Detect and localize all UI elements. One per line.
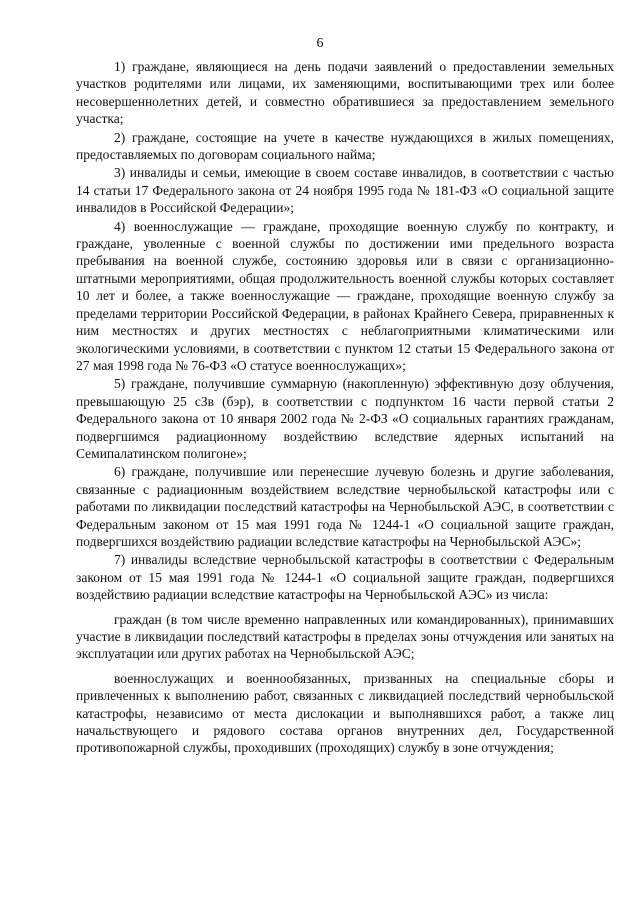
paragraph-item-2: 2) граждане, состоящие на учете в качестве нуждающихся в жилых помещениях, предоставляемых по договорам социального найма; <box>76 129 614 163</box>
paragraph-item-3: 3) инвалиды и семьи, имеющие в своем составе инвалидов, в соответствии с частью 14 статьи 17 Федерального закона от 24 ноября 1995 года № 181-ФЗ «О социальной защите инвалидов в Российской Федерации»; <box>76 165 614 216</box>
paragraph-item-4: 4) военнослужащие — граждане, проходящие военную службу по контракту, и граждане, уволенные с военной службы по достижении ими предельного возраста пребывания на военной службе, состоянию здоровья или в связи с организационно-штатными мероприятиями, общая продолжительность военной службы которых составляет 10 лет и более, а также военнослужащие — граждане, проходящие военную службу за пределами территории Российской Федерации, в районах Крайнего Севера, приравненных к ним местностях и других местностях с неблагоприятными климатическими или экологическими условиями, в соответствии с пунктом 12 статьи 15 Федерального закона от 27 мая 1998 года № 76-ФЗ «О статусе военнослужащих»; <box>76 218 614 373</box>
page-number: 6 <box>316 36 324 51</box>
paragraph-item-1: 1) граждане, являющиеся на день подачи заявлений о предоставлении земельных участков родителями или лицами, их заменяющими, воспитывающими трех или более несовершеннолетних детей, и совместно обратившиеся за предоставлением земельного участка; <box>76 59 614 127</box>
document-body <box>76 58 614 758</box>
paragraph-item-7: 7) инвалиды вследствие чернобыльской катастрофы в соответствии с Федеральным законом от 15 мая 1991 года № 1244-1 «О социальной защите граждан, подвергшихся воздействию радиации вследствие катастрофы на Чернобыльской АЭС» из числа: <box>76 552 614 603</box>
paragraph-item-6: 6) граждане, получившие или перенесшие лучевую болезнь и другие заболевания, связанные с радиационным воздействием вследствие чернобыльской катастрофы или с работами по ликвидации последствий катастрофы на Чернобыльской АЭС, в соответствии с Федеральным законом от 15 мая 1991 года № 1244-1 «О социальной защите граждан, подвергшихся воздействию радиации вследствие катастрофы на Чернобыльской АЭС»; <box>76 464 614 549</box>
paragraph-subitem-2: военнослужащих и военнообязанных, призванных на специальные сборы и привлеченных к выполнению работ, связанных с ликвидацией последствий чернобыльской катастрофы, независимо от места дислокации и выполнявшихся работ, а также лиц начальствующего и рядового состава органов внутренних дел, Государственной противопожарной службы, проходивших (проходящих) службу в зоне отчуждения; <box>76 670 614 756</box>
paragraph-subitem-1: граждан (в том числе временно направленных или командированных), принимавших участие в ликвидации последствий катастрофы в пределах зоны отчуждения или занятых на эксплуатации или других работах на Чернобыльской АЭС; <box>76 611 614 662</box>
paragraph-item-5: 5) граждане, получившие суммарную (накопленную) эффективную дозу облучения, превышающую 25 сЗв (бэр), в соответствии с подпунктом 16 части первой статьи 2 Федерального закона от 10 января 2002 года № 2-ФЗ «О социальных гарантиях гражданам, подвергшимся радиационному воздействию вследствие ядерных испытаний на Семипалатинском полигоне»; <box>76 376 614 461</box>
